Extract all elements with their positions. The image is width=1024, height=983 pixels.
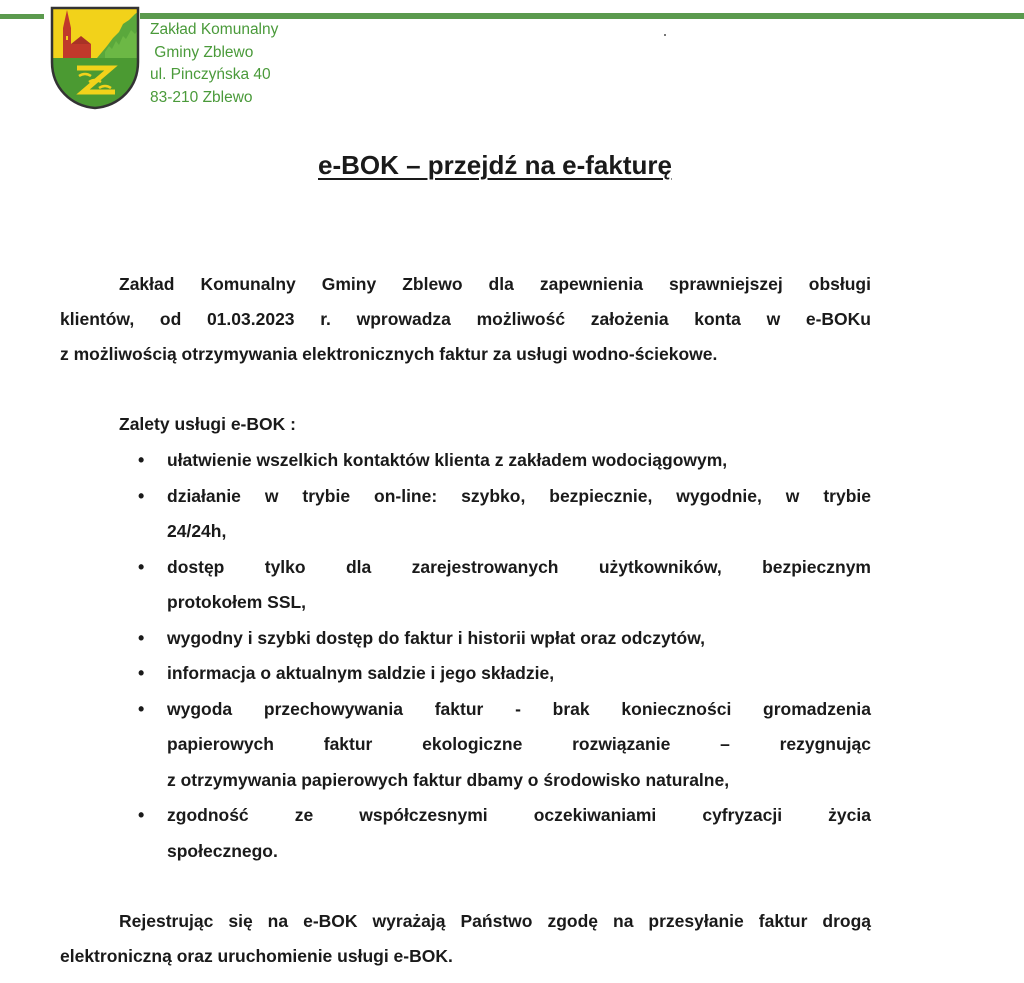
org-name-line: Zakład Komunalny — [150, 21, 279, 38]
list-item — [130, 479, 871, 550]
list-item — [130, 621, 871, 657]
list-item-line: • dostęp tylko dla zarejestrowanych użytkowników, bezpiecznym — [167, 556, 871, 577]
paragraph-line: Rejestrując się na e-BOK wyrażają Państwo zgodę na przesyłanie faktur drogą — [119, 911, 871, 931]
stray-mark — [664, 34, 666, 36]
benefits-heading: Zalety usługi e-BOK : — [119, 414, 296, 434]
list-item-line: • ułatwienie wszelkich kontaktów klienta z zakładem wodociągowym, — [167, 450, 728, 470]
paragraph-line: klientów, od 01.03.2023 r. wprowadza możliwość założenia konta w e-BOKu — [60, 309, 871, 329]
list-item-line: • informacja o aktualnym saldzie i jego składzie, — [167, 663, 555, 683]
paragraph-line: elektroniczną oraz uruchomienie usługi e-BOK. — [60, 946, 453, 966]
intro-paragraph — [60, 267, 871, 372]
list-item-line: • wygoda przechowywania faktur - brak konieczności gromadzenia — [167, 698, 871, 719]
list-item-line: społecznego. — [167, 840, 278, 861]
list-item-line: • wygodny i szybki dostęp do faktur i historii wpłat oraz odczytów, — [167, 627, 706, 648]
list-item-line: protokołem SSL, — [167, 592, 307, 612]
coat-of-arms-icon — [49, 6, 141, 110]
list-item — [130, 656, 871, 692]
list-item — [130, 692, 871, 799]
paragraph-line: z możliwością otrzymywania elektronicznych faktur za usługi wodno-ściekowe. — [60, 344, 718, 364]
list-item-line: • zgodność ze współczesnymi oczekiwaniami cyfryzacji życia — [167, 805, 871, 825]
org-city-line: 83-210 Zblewo — [150, 88, 253, 106]
list-item — [130, 798, 871, 869]
closing-paragraph — [60, 904, 871, 974]
list-item-line: papierowych faktur ekologiczne rozwiązanie – rezygnując — [167, 734, 871, 754]
header-rule-left — [0, 14, 44, 19]
organization-address — [150, 19, 278, 109]
list-item-line: 24/24h, — [167, 521, 227, 541]
paragraph-line: Zakład Komunalny Gminy Zblewo dla zapewnienia sprawniejszej obsługi — [119, 274, 871, 294]
title-text: e-BOK – przejdź na e-fakturę — [318, 150, 672, 180]
org-street-line: ul. Pinczyńska 40 — [150, 66, 271, 83]
page-title — [0, 150, 990, 181]
org-name-line: Gminy Zblewo — [150, 43, 254, 61]
list-item-line: z otrzymywania papierowych faktur dbamy o środowisko naturalne, — [167, 769, 730, 790]
list-item — [130, 550, 871, 621]
benefits-list — [130, 443, 871, 869]
list-item-line: • działanie w trybie on-line: szybko, bezpiecznie, wygodnie, w trybie — [167, 485, 871, 506]
list-item — [130, 443, 871, 479]
